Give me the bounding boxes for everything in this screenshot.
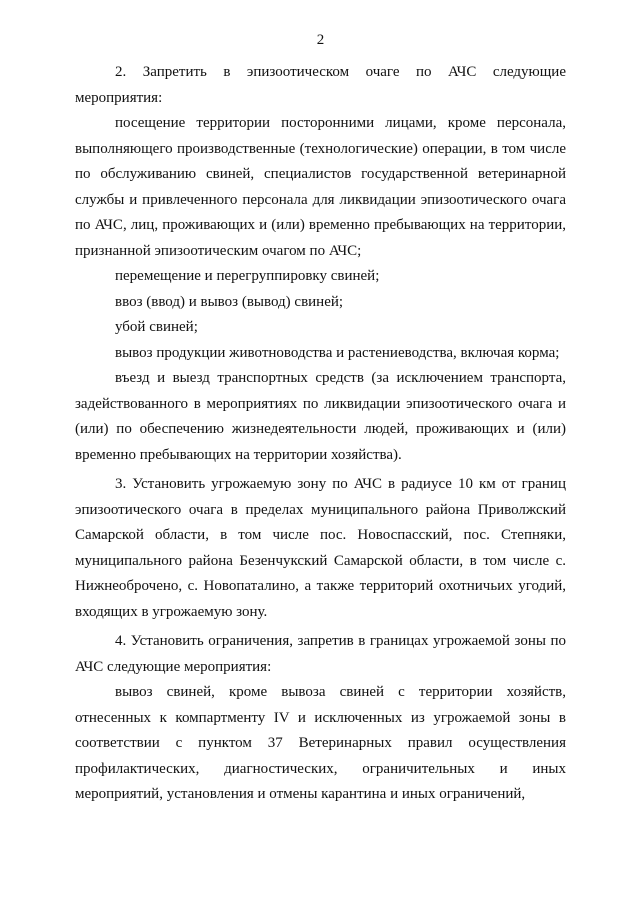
paragraph-import-export-ban: ввоз (ввод) и вывоз (вывод) свиней; (115, 293, 344, 310)
paragraph-products-ban: вывоз продукции животноводства и растениеводства, включая корма; (115, 344, 560, 361)
paragraph-slaughter-ban: убой свиней; (115, 319, 198, 335)
paragraph-regrouping-ban: перемещение и перегруппировку свиней; (115, 268, 380, 284)
paragraph-item-4: 4. Установить ограничения, запретив в границах угрожаемой зоны по АЧС следующие мероприятия: (75, 633, 566, 675)
paragraph-item-2: 2. Запретить в эпизоотическом очаге по АЧС следующие мероприятия: (75, 64, 566, 106)
paragraph-export-restriction: вывоз свиней, кроме вывоза свиней с территории хозяйств, отнесенных к компартменту IV и исключенных из угрожаемой зоны в соответствии с пунктом 37 Ветеринарных правил осуществления профилактических, диагностических, ограничительных и иных мероприятий, установления и отмены карантина и иных ограничений, (75, 684, 566, 802)
paragraph-visit-ban: посещение территории посторонними лицами, кроме персонала, выполняющего производственные (технологические) операции, в том числе по обслуживанию свиней, специалистов государственной ветеринарной службы и привлеченного персонала для ликвидации эпизоотического очага по АЧС, лиц, проживающих и (или) временно пребывающих на территории, признанной эпизоотическим очагом по АЧС; (75, 115, 566, 259)
paragraph-vehicles-ban: въезд и выезд транспортных средств (за исключением транспорта, задействованного в мероприятиях по ликвидации эпизоотического очага и (или) по обеспечению жизнедеятельности людей, проживающих и (или) временно пребывающих на территории хозяйства). (75, 370, 566, 463)
paragraph-item-3: 3. Установить угрожаемую зону по АЧС в радиусе 10 км от границ эпизоотического очага в пределах муниципального района Приволжский Самарской области, в том числе пос. Новоспасский, пос. Степняки, муниципального района Безенчукский Самарской области, в том числе с. Нижнеоброчено, с. Новопаталино, а также территорий охотничьих угодий, входящих в угрожаемую зону. (75, 476, 566, 620)
page-number: 2 (316, 32, 325, 48)
